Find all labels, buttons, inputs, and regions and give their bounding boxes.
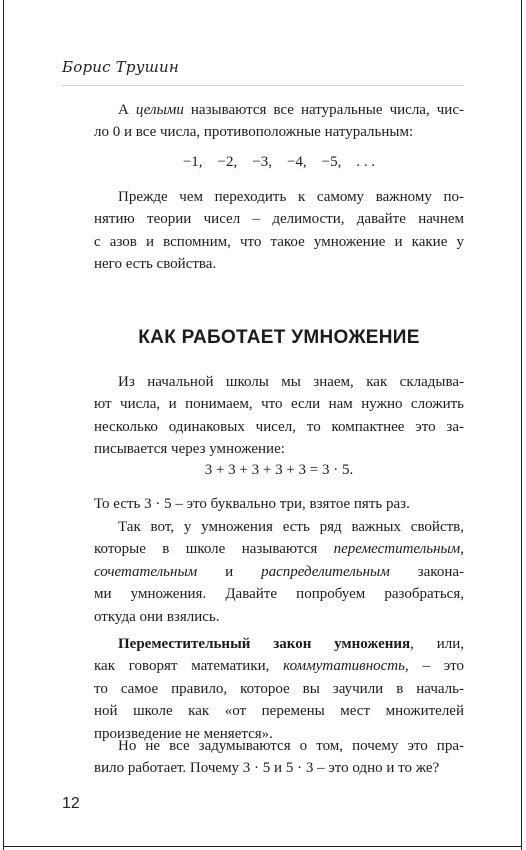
text: А bbox=[118, 102, 136, 118]
text-line: с азов и вспомним, что такое умножение и какие у bbox=[94, 233, 464, 250]
intro-paragraph-2 bbox=[94, 186, 464, 276]
text-line bbox=[94, 633, 464, 655]
text: законa- bbox=[389, 563, 464, 580]
section-paragraph-1 bbox=[94, 371, 464, 461]
text: которые в школе называются bbox=[94, 541, 334, 558]
text-line: него есть свойства. bbox=[94, 256, 217, 273]
text-line: нятию теории чисел – делимости, давайте начнем bbox=[94, 211, 464, 228]
text-line: ют числа, и понимаем, что если нам нужно сложить bbox=[94, 396, 464, 413]
text-line: то самое правило, которое вы заучили в началь- bbox=[94, 680, 464, 697]
text: называются все натуральные числа, чис- bbox=[183, 102, 464, 118]
text-line bbox=[94, 655, 464, 677]
text: , bbox=[460, 541, 464, 558]
text-line: ло 0 и все числа, противоположные натуральным: bbox=[94, 124, 414, 141]
text: и bbox=[197, 563, 262, 580]
text-line: ной школе как «от перемены мест множителей bbox=[94, 703, 464, 720]
text: как говорят математики, bbox=[94, 658, 284, 675]
text-line: откуда они взялись. bbox=[94, 608, 220, 625]
section-paragraph-3 bbox=[94, 516, 464, 628]
text-line: несколько одинаковых чисел, то компактнее это за- bbox=[94, 418, 464, 435]
header-rule bbox=[62, 85, 464, 86]
term-italic: переместительным bbox=[333, 541, 461, 558]
page-number: 12 bbox=[62, 795, 80, 812]
section-paragraph-2 bbox=[94, 493, 464, 515]
text-line: То есть 3 · 5 – это буквально три, взятое пять раз. bbox=[94, 496, 410, 512]
text-line: Так вот, у умножения есть ряд важных свойств, bbox=[118, 519, 464, 535]
text-line: писывается через умножение: bbox=[94, 441, 285, 458]
section-paragraph-5 bbox=[94, 735, 464, 780]
text-line: Прежде чем переходить к самому важному по- bbox=[118, 189, 464, 205]
term-italic: распределительным bbox=[261, 563, 390, 580]
page-border-left bbox=[3, 0, 4, 850]
term-italic: сочетательным bbox=[94, 563, 198, 580]
text-line: Из начальной школы мы знаем, как складыва- bbox=[118, 374, 464, 390]
text: , или, bbox=[410, 636, 464, 652]
text: , – это bbox=[404, 658, 464, 675]
term-italic: коммутативность bbox=[283, 658, 405, 675]
text-line: произведение не меняется». bbox=[94, 725, 273, 742]
text-line bbox=[94, 99, 464, 121]
intro-paragraph bbox=[94, 99, 464, 144]
running-head-author: Борис Трушин bbox=[62, 58, 179, 76]
section-paragraph-4 bbox=[94, 633, 464, 745]
text-line bbox=[94, 561, 464, 583]
text-line: Но не все задумываются о том, почему это пра- bbox=[118, 738, 464, 754]
page-border-bottom bbox=[3, 846, 522, 847]
integer-sequence: −1, −2, −3, −4, −5, . . . bbox=[182, 154, 376, 170]
multiplication-formula: 3 + 3 + 3 + 3 + 3 = 3 · 5. bbox=[204, 462, 354, 478]
page-border-right bbox=[521, 0, 522, 850]
term-italic: целыми bbox=[135, 102, 184, 118]
term-bold: Переместительный закон умножения bbox=[118, 636, 411, 652]
text-line bbox=[94, 538, 464, 560]
text-line: ми умножения. Давайте попробуем разобраться, bbox=[94, 586, 464, 603]
text-line: вило работает. Почему 3 · 5 и 5 · 3 – это одно и то же? bbox=[94, 760, 440, 777]
section-heading: КАК РАБОТАЕТ УМНОЖЕНИЕ bbox=[138, 327, 420, 348]
